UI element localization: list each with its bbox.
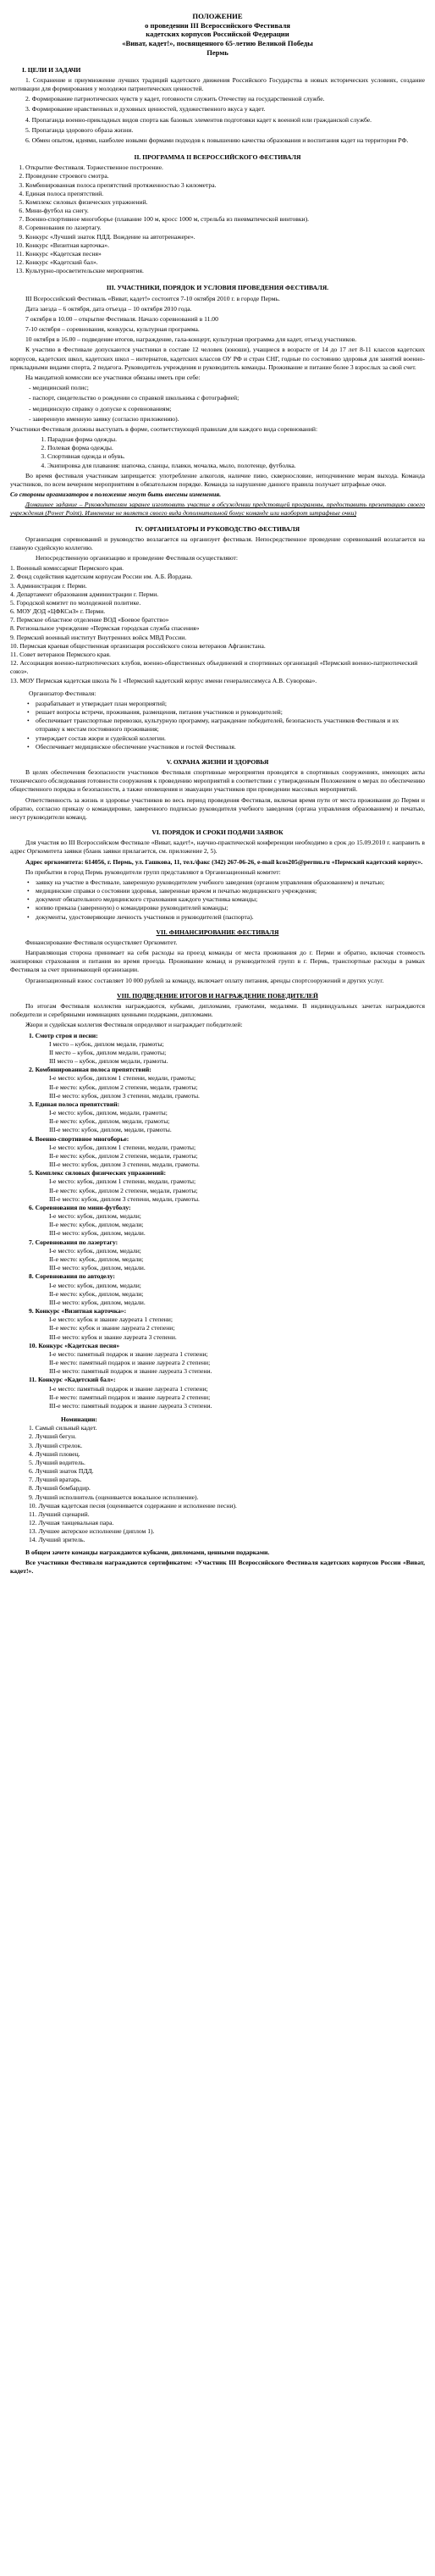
- list-item: 3. Комбинированная полоса препятствий протяженностью 3 километра.: [25, 181, 425, 190]
- organizer-duties: [10, 700, 425, 751]
- list-item: • медицинские справки о состоянии здоровья, заверенные врачом и печатью медицинского учреждения;: [36, 887, 425, 895]
- document-page: [10, 0, 425, 1576]
- list-item: • документы, удостоверяющие личность участников и руководителей (паспорта).: [36, 913, 425, 922]
- list-item: 9. Конкурс «Лучший знаток ПДД. Вождение на автотренажере».: [25, 233, 425, 241]
- s8-paragraph: По итогам Фестиваля коллектив награждаются, кубками, дипломами, грамотами, медалями. В индивидуальных зачетах награждаются победители и серебряными номинациях ценными подарками, дипломами.: [10, 1002, 425, 1019]
- award-row: III-е место: кубок, диплом 3 степени, медали, грамоты.: [49, 1091, 200, 1100]
- s3-paragraph: 7-10 октября – соревнования, конкурсы, культурная программа.: [25, 325, 200, 334]
- award-row: I-е место: кубок, диплом 1 степени, медали, грамоты;: [49, 1177, 196, 1186]
- section-8-title: VIII. ПОДВЕДЕНИЕ ИТОГОВ И НАГРАЖДЕНИЕ ПОБЕДИТЕЛЕЙ: [117, 991, 318, 1000]
- doc-title: ПОЛОЖЕНИЕ: [192, 12, 243, 20]
- list-item: 3. Администрация г. Перми.: [10, 581, 87, 590]
- s6-address: Адрес оргкомитета: 614056, г. Пермь, ул. Гашкова, 11, тел./факс (342) 267-06-26, e-mail kcos205@permu.ru «Пермский кадетский корпус».: [25, 857, 423, 866]
- award-row: III-е место: кубок и звание лауреата 3 степени.: [49, 1332, 177, 1341]
- award-category: 1. Смотр строя и песни:: [29, 1031, 98, 1039]
- award-category: 11. Конкурс «Кадетский бал»:: [29, 1376, 116, 1384]
- s8-paragraph: Жюри и судейская коллегия Фестиваля определяют и награждает победителей:: [25, 1021, 243, 1029]
- list-item: 1. Парадная форма одежды.: [47, 435, 425, 444]
- award-row: I-е место: кубок, диплом, медали;: [49, 1281, 141, 1289]
- list-item: 11. Совет ветеранов Пермского края.: [10, 650, 111, 658]
- award-row: III-е место: кубок, диплом, медали, грамоты.: [49, 1126, 172, 1134]
- list-item: 12. Конкурс «Кадетский бал».: [25, 258, 425, 267]
- award-row: III-е место: кубок, диплом, медали.: [49, 1264, 146, 1272]
- organizers-list: [10, 564, 425, 684]
- s4-paragraph: Организатор Фестиваля:: [29, 689, 96, 697]
- list-item: 5. Городской комитет по молодежной политике.: [10, 598, 141, 607]
- s3-note: Со стороны организаторов в положение могут быть внесены изменения.: [10, 490, 222, 499]
- list-item: 9. Лучший исполнитель (оценивается вокальное исполнение).: [29, 1493, 199, 1501]
- award-row: II место – кубок, диплом медали, грамоты;: [49, 1048, 167, 1056]
- s4-paragraph: Непосредственную организацию и проведение Фестиваля осуществляют:: [36, 554, 238, 562]
- list-item: 3. Спортивная одежда и обувь.: [47, 452, 425, 461]
- list-item: 6. Лучший знаток ПДД.: [29, 1467, 94, 1476]
- s7-paragraph: Финансирование Фестиваля осуществляет Оргкомитет.: [25, 938, 178, 946]
- list-item: 2. Полевая форма одежды.: [47, 444, 425, 452]
- award-row: II-е место: памятный подарок и звание лауреата 2 степени;: [49, 1393, 211, 1401]
- list-item: 13. МОУ Пермская кадетская школа № 1 «Пермский кадетский корпус имени генералиссимуса А.В. Суворова».: [10, 676, 317, 684]
- award-row: I-е место: кубок, диплом 1 степени, медали, грамоты;: [49, 1143, 196, 1151]
- list-item: 1. Открытие Фестиваля. Торжественное построение.: [25, 163, 425, 172]
- list-item: • обеспечивает транспортные перевозки, культурную программу, награждение победителей, безопасность участников Фестиваля и их отправку к местам постоянного проживания;: [36, 717, 425, 734]
- award-row: II-е место: кубок, диплом, медали, грамоты;: [49, 1117, 170, 1126]
- list-item: 3. Лучший стрелок.: [29, 1441, 83, 1449]
- list-item: • документ обязательного медицинского страхования каждого участника команды;: [36, 895, 425, 904]
- s3-paragraph: На мандатной комиссии все участники обязаны иметь при себе:: [25, 374, 201, 381]
- list-item: • Обеспечивает медицинское обеспечение участников и гостей Фестиваля.: [36, 743, 425, 751]
- s3-paragraph: К участию в Фестивале допускаются участники в составе 12 человек (юноши), учащиеся в возрасте от 14 до 17 лет 8-11 классов кадетских корпусов, кадетских школ, кадетских школ – интернатов, кадетских классов ОУ РФ и стран СНГ, годные по состоянию здоровья для занятий военно-прикладными видами спорта, 2 педагога. Руководитель учреждения и руководитель команды. Проживание и питание более 3 взрослых за свой счет.: [10, 346, 425, 371]
- list-item: 6. МОУ ДОД «ЦФКСиЗ» г. Перми.: [10, 607, 106, 616]
- section-5-title: V. ОХРАНА ЖИЗНИ И ЗДОРОВЬЯ: [166, 757, 269, 766]
- list-item: • утверждает состав жюри и судейской коллегии.: [36, 734, 425, 743]
- award-row: I-е место: кубок, диплом, медали;: [49, 1212, 141, 1221]
- list-item: • заявку на участие в Фестивале, заверенную руководителем учебного заведения (органом управления образованием) и печатью;: [36, 878, 425, 887]
- section-6-title: VI. ПОРЯДОК И СРОКИ ПОДАЧИ ЗАЯВОК: [151, 828, 284, 837]
- list-item: 7. Военно-спортивное многоборье (плавание 100 м, кросс 1000 м, стрельба из пневматической винтовки).: [25, 215, 425, 224]
- s3-paragraph: 7 октября в 10.00 – открытие Фестиваля. Начало соревнований в 11.00: [25, 314, 218, 323]
- list-item: 1. Самый сильный кадет.: [29, 1424, 97, 1432]
- forms-list: [10, 435, 425, 470]
- list-item: 8. Лучший бомбардир.: [29, 1484, 91, 1493]
- s1-paragraph: 5. Пропаганда здорового образа жизни.: [25, 125, 134, 134]
- list-item: 12. Лучшая танцевальная пара.: [29, 1519, 114, 1527]
- list-item: 7. Пермское областное отделение ВОД «Боевое братство»: [10, 616, 169, 624]
- award-category: 8. Соревнования по автоделу:: [29, 1272, 115, 1281]
- list-item: • разрабатывает и утверждает план мероприятий;: [36, 700, 425, 708]
- list-item: 13. Культурно-просветительские мероприятия.: [25, 267, 425, 275]
- list-item: 1. Военный комиссариат Пермского края.: [10, 564, 124, 573]
- list-item: 10. Лучшая кадетская песня (оценивается содержание и исполнение песни).: [29, 1501, 237, 1510]
- section-4-title: IV. ОРГАНИЗАТОРЫ И РУКОВОДСТВО ФЕСТИВАЛЯ: [135, 524, 300, 533]
- list-item: 9. Пермский военный институт Внутренних войск МВД России.: [10, 633, 187, 641]
- doc-city: Пермь: [206, 47, 229, 57]
- award-category: 4. Военно-спортивное многоборье:: [29, 1134, 129, 1143]
- award-category: 6. Соревнования по мини-футболу:: [29, 1203, 131, 1211]
- s1-paragraph: 2. Формирование патриотических чувств у кадет, готовности служить Отечеству на государственной службе.: [25, 95, 325, 103]
- award-row: III-е место: кубок, диплом 3 степени, медали, грамоты.: [49, 1161, 200, 1169]
- s3-doc-item: - заверенную именную заявку (согласно приложению).: [29, 414, 179, 423]
- s1-paragraph: 3. Формирование нравственных и духовных ценностей, художественного вкуса у кадет.: [25, 105, 266, 114]
- list-item: 4. Единая полоса препятствий.: [25, 190, 425, 198]
- s3-doc-item: - паспорт, свидетельство о рождении со справкой школьника с фотографией;: [29, 394, 240, 402]
- award-row: II-е место: кубок, диплом, медали;: [49, 1255, 144, 1263]
- doc-subtitle-2: кадетских корпусов Российской Федерации: [146, 30, 289, 39]
- award-row: III-е место: памятный подарок и звание лауреата 3 степени.: [49, 1367, 212, 1376]
- list-item: 2. Проведение строевого смотра.: [25, 172, 425, 180]
- list-item: • решает вопросы встречи, проживания, размещения, питания участников и руководителей;: [36, 708, 425, 717]
- s5-paragraph: Ответственность за жизнь и здоровье участников во весь период проведения Фестиваля, включая время пути от места проживания до Перми и обратно, согласно приказу о командировке, заверенного подписью руководителя учебного заведения (органа управления образованием) и печатью, несут руководители команд.: [10, 795, 425, 821]
- award-row: II-е место: памятный подарок и звание лауреата 2 степени;: [49, 1359, 211, 1367]
- award-category: 3. Единая полоса препятствий:: [29, 1100, 120, 1108]
- list-item: 8. Региональное учреждение «Пермская городская служба спасения»: [10, 624, 200, 633]
- award-row: I-е место: памятный подарок и звание лауреата 1 степени;: [49, 1384, 208, 1393]
- section-3-title: III. УЧАСТНИКИ, ПОРЯДОК И УСЛОВИЯ ПРОВЕДЕНИЯ ФЕСТИВАЛЯ.: [106, 284, 329, 292]
- s1-paragraph: 6. Обмен опытом, идеями, наиболее новыми формами подходов к повышению качества образования и воспитания кадет на территории РФ.: [25, 136, 409, 144]
- list-item: 7. Лучший вратарь.: [29, 1476, 82, 1484]
- award-category: 5. Комплекс силовых физических упражнений:: [29, 1169, 167, 1177]
- s8-paragraph: Все участники Фестиваля награждаются сертификатом: «Участник III Всероссийского Фестиваля кадетских корпусов России «Виват, кадет!».: [10, 1558, 425, 1575]
- s7-paragraph: Направляющая сторона принимает на себя расходы на проезд команды от места проживания до г. Перми и обратно, включая стоимость экипировки страхования и питания во время проезда. Проживание команд и руководителей групп в г. Пермь, транспортные расходы в рамках Фестиваля за счет принимающей организации.: [10, 949, 425, 974]
- list-item: 4. Экипировка для плавания: шапочка, сланцы, плавки, мочалка, мыло, полотенце, футболка.: [47, 462, 425, 470]
- s5-paragraph: В целях обеспечения безопасности участников Фестиваля спортивные мероприятия проводятся в спортивных сооружениях, имеющих акты технического обследования готовности сооружения к проведению мероприятий в соответствии с утвержденным Положением о мерах по обеспечению общественного порядка и безопасности, а также оповещения и эвакуации участников при проведении массовых мероприятий.: [10, 768, 425, 794]
- award-row: I-е место: кубок, диплом 1 степени, медали, грамоты;: [49, 1074, 196, 1083]
- list-item: 6. Мини-футбол на снегу.: [25, 207, 425, 215]
- s3-homework: Домашнее задание – Руководителям заранее изготовить участие в обсуждении предстоящей программы, предоставить презентацию своего учреждения (Power Point). Изменение не является своего вида дополнительной бонус команде или наоборот штрафные очки): [10, 501, 425, 518]
- s6-paragraph: Для участия во III Всероссийском Фестивале «Виват, кадет!», научно-практической конференции необходимо в срок до 15.09.2010 г. направить в адрес Оргкомитета заявки (бланк заявки прилагается, см. приложение 2, 5).: [10, 839, 425, 856]
- program-list: [10, 163, 425, 275]
- s3-doc-item: - медицинский полис;: [29, 384, 89, 392]
- s1-paragraph: 4. Пропаганда военно-прикладных видов спорта как базовых элементов подготовки кадет к военной или гражданской службе.: [25, 115, 372, 124]
- list-item: 4. Лучший пловец.: [29, 1449, 80, 1458]
- award-row: III-е место: кубок, диплом, медали.: [49, 1298, 146, 1306]
- list-item: 2. Фонд содействия кадетским корпусам России им. А.Б. Йордана.: [10, 573, 193, 581]
- award-row: I-е место: кубок, диплом, медали, грамоты;: [49, 1109, 168, 1117]
- award-row: II-е место: кубок, диплом, медали;: [49, 1221, 144, 1229]
- list-item: 13. Лучшее актерское исполнение (диплом 1).: [29, 1527, 155, 1536]
- nominations-list: [10, 1424, 425, 1544]
- list-item: 11. Конкурс «Кадетская песня»: [25, 250, 425, 258]
- award-row: III-е место: кубок, диплом 3 степени, медали, грамоты.: [49, 1194, 200, 1203]
- s3-paragraph: 10 октября в 16.00 – подведение итогов, награждение, гала-концерт, культурная программа для кадет, отъезд участников.: [25, 335, 357, 344]
- award-row: II-е место: кубок, диплом, медали;: [49, 1289, 144, 1298]
- award-category: 2. Комбинированная полоса препятствий:: [29, 1066, 151, 1074]
- list-item: 2. Лучший бегун.: [29, 1432, 77, 1441]
- list-item: 4. Департамент образования администрации г. Перми.: [10, 590, 159, 598]
- award-category: 9. Конкурс «Визитная карточка»:: [29, 1307, 127, 1316]
- list-item: • копию приказа (заверенную) о командировке руководителей команды;: [36, 904, 425, 912]
- list-item: 14. Лучший зритель.: [29, 1536, 85, 1544]
- s6-paragraph: По прибытии в город Пермь руководители групп представляют в Организационный комитет:: [25, 867, 281, 876]
- award-row: II-е место: кубок и звание лауреата 2 степени;: [49, 1324, 175, 1332]
- nominations-title: Номинации:: [61, 1415, 97, 1424]
- award-row: I-е место: памятный подарок и звание лауреата 1 степени;: [49, 1349, 208, 1358]
- award-row: I-е место: кубок и звание лауреата 1 степени;: [49, 1316, 173, 1324]
- doc-subtitle-3: «Виват, кадет!», посвященного 65-летию Великой Победы: [122, 39, 313, 48]
- s7-paragraph: Организационный взнос составляет 10 000 рублей за команду, включает оплату питания, аренды спортсооружений и других услуг.: [25, 976, 384, 984]
- s3-paragraph: III Всероссийский Фестиваль «Виват, кадет!» состоится 7-10 октября 2010 г. в городе Пермь.: [25, 294, 280, 302]
- list-item: 11. Лучший сценарий.: [29, 1510, 90, 1518]
- award-row: II-е место: кубок, диплом 2 степени, медали, грамоты;: [49, 1083, 198, 1091]
- s3-paragraph: Участники Фестиваля должны выступать в форме, соответствующей правилам для каждого вида соревнований:: [10, 424, 318, 433]
- list-item: 12. Ассоциация военно-патриотических клубов, военно-общественных объединений и спортивных организаций «Пермский военно-патриотический союз».: [10, 659, 418, 676]
- doc-subtitle-1: о проведении III Всероссийского Фестиваля: [145, 20, 290, 30]
- award-row: I место – кубок, диплом медали, грамоты;: [49, 1039, 164, 1048]
- section-7-title: VII. ФИНАНСИРОВАНИЕ ФЕСТИВАЛЯ: [156, 928, 279, 936]
- s1-paragraph: 1. Сохранение и приумножение лучших традиций кадетского движения Российского Государства в новых исторических условиях, создание мотивации для формирования у молодежи патриотических ценностей.: [10, 75, 425, 93]
- section-1-title: I. ЦЕЛИ И ЗАДАЧИ: [22, 65, 81, 74]
- s3-paragraph: Дата заезда – 6 октября, дата отъезда – 10 октября 2010 года.: [25, 304, 192, 313]
- s4-paragraph: Организация соревнований и руководство возлагается на организует фестиваля. Непосредственное проведение соревнований возлагается на главную судейскую коллегию.: [10, 535, 425, 551]
- list-item: 5. Лучший водитель.: [29, 1458, 85, 1466]
- award-row: I-е место: кубок, диплом, медали;: [49, 1246, 141, 1255]
- award-row: II-е место: кубок, диплом 2 степени, медали, грамоты;: [49, 1151, 198, 1160]
- section-2-title: II. ПРОГРАММА II ВСЕРОССИЙСКОГО ФЕСТИВАЛЯ: [134, 153, 301, 162]
- s3-doc-item: - медицинскую справку о допуске к соревнованиям;: [29, 404, 172, 413]
- award-row: III-е место: кубок, диплом, медали.: [49, 1229, 146, 1238]
- document-header: [10, 12, 425, 58]
- list-item: 8. Соревнования по лазертагу.: [25, 224, 425, 232]
- s3-paragraph: Во время фестиваля участникам запрещается: употребление алкоголя, наличие пиво, сквернословие, неподчинение мерам выхода. Команда участников, по всем вечерним мероприятиям в обязательном порядке. Команда за нарушение данного правила получает штрафные очки.: [10, 471, 425, 488]
- s8-paragraph: В общем зачете команды награждаются кубками, дипломами, ценными подарками.: [25, 1548, 270, 1556]
- documents-list: [10, 878, 425, 922]
- award-row: III место – кубок, диплом медали, грамоты.: [49, 1057, 168, 1066]
- award-row: II-е место: кубок, диплом 2 степени, медали, грамоты;: [49, 1186, 198, 1194]
- award-category: 10. Конкурс «Кадетская песня»: [29, 1341, 120, 1349]
- list-item: 5. Комплекс силовых физических упражнений.: [25, 198, 425, 207]
- list-item: 10. Пермская краевая общественная организация российского союза ветеранов Афганистана.: [10, 641, 266, 650]
- list-item: 10. Конкурс «Визитная карточка».: [25, 241, 425, 250]
- award-row: III-е место: памятный подарок и звание лауреата 3 степени.: [49, 1401, 212, 1410]
- award-category: 7. Соревнования по лазертагу:: [29, 1238, 118, 1246]
